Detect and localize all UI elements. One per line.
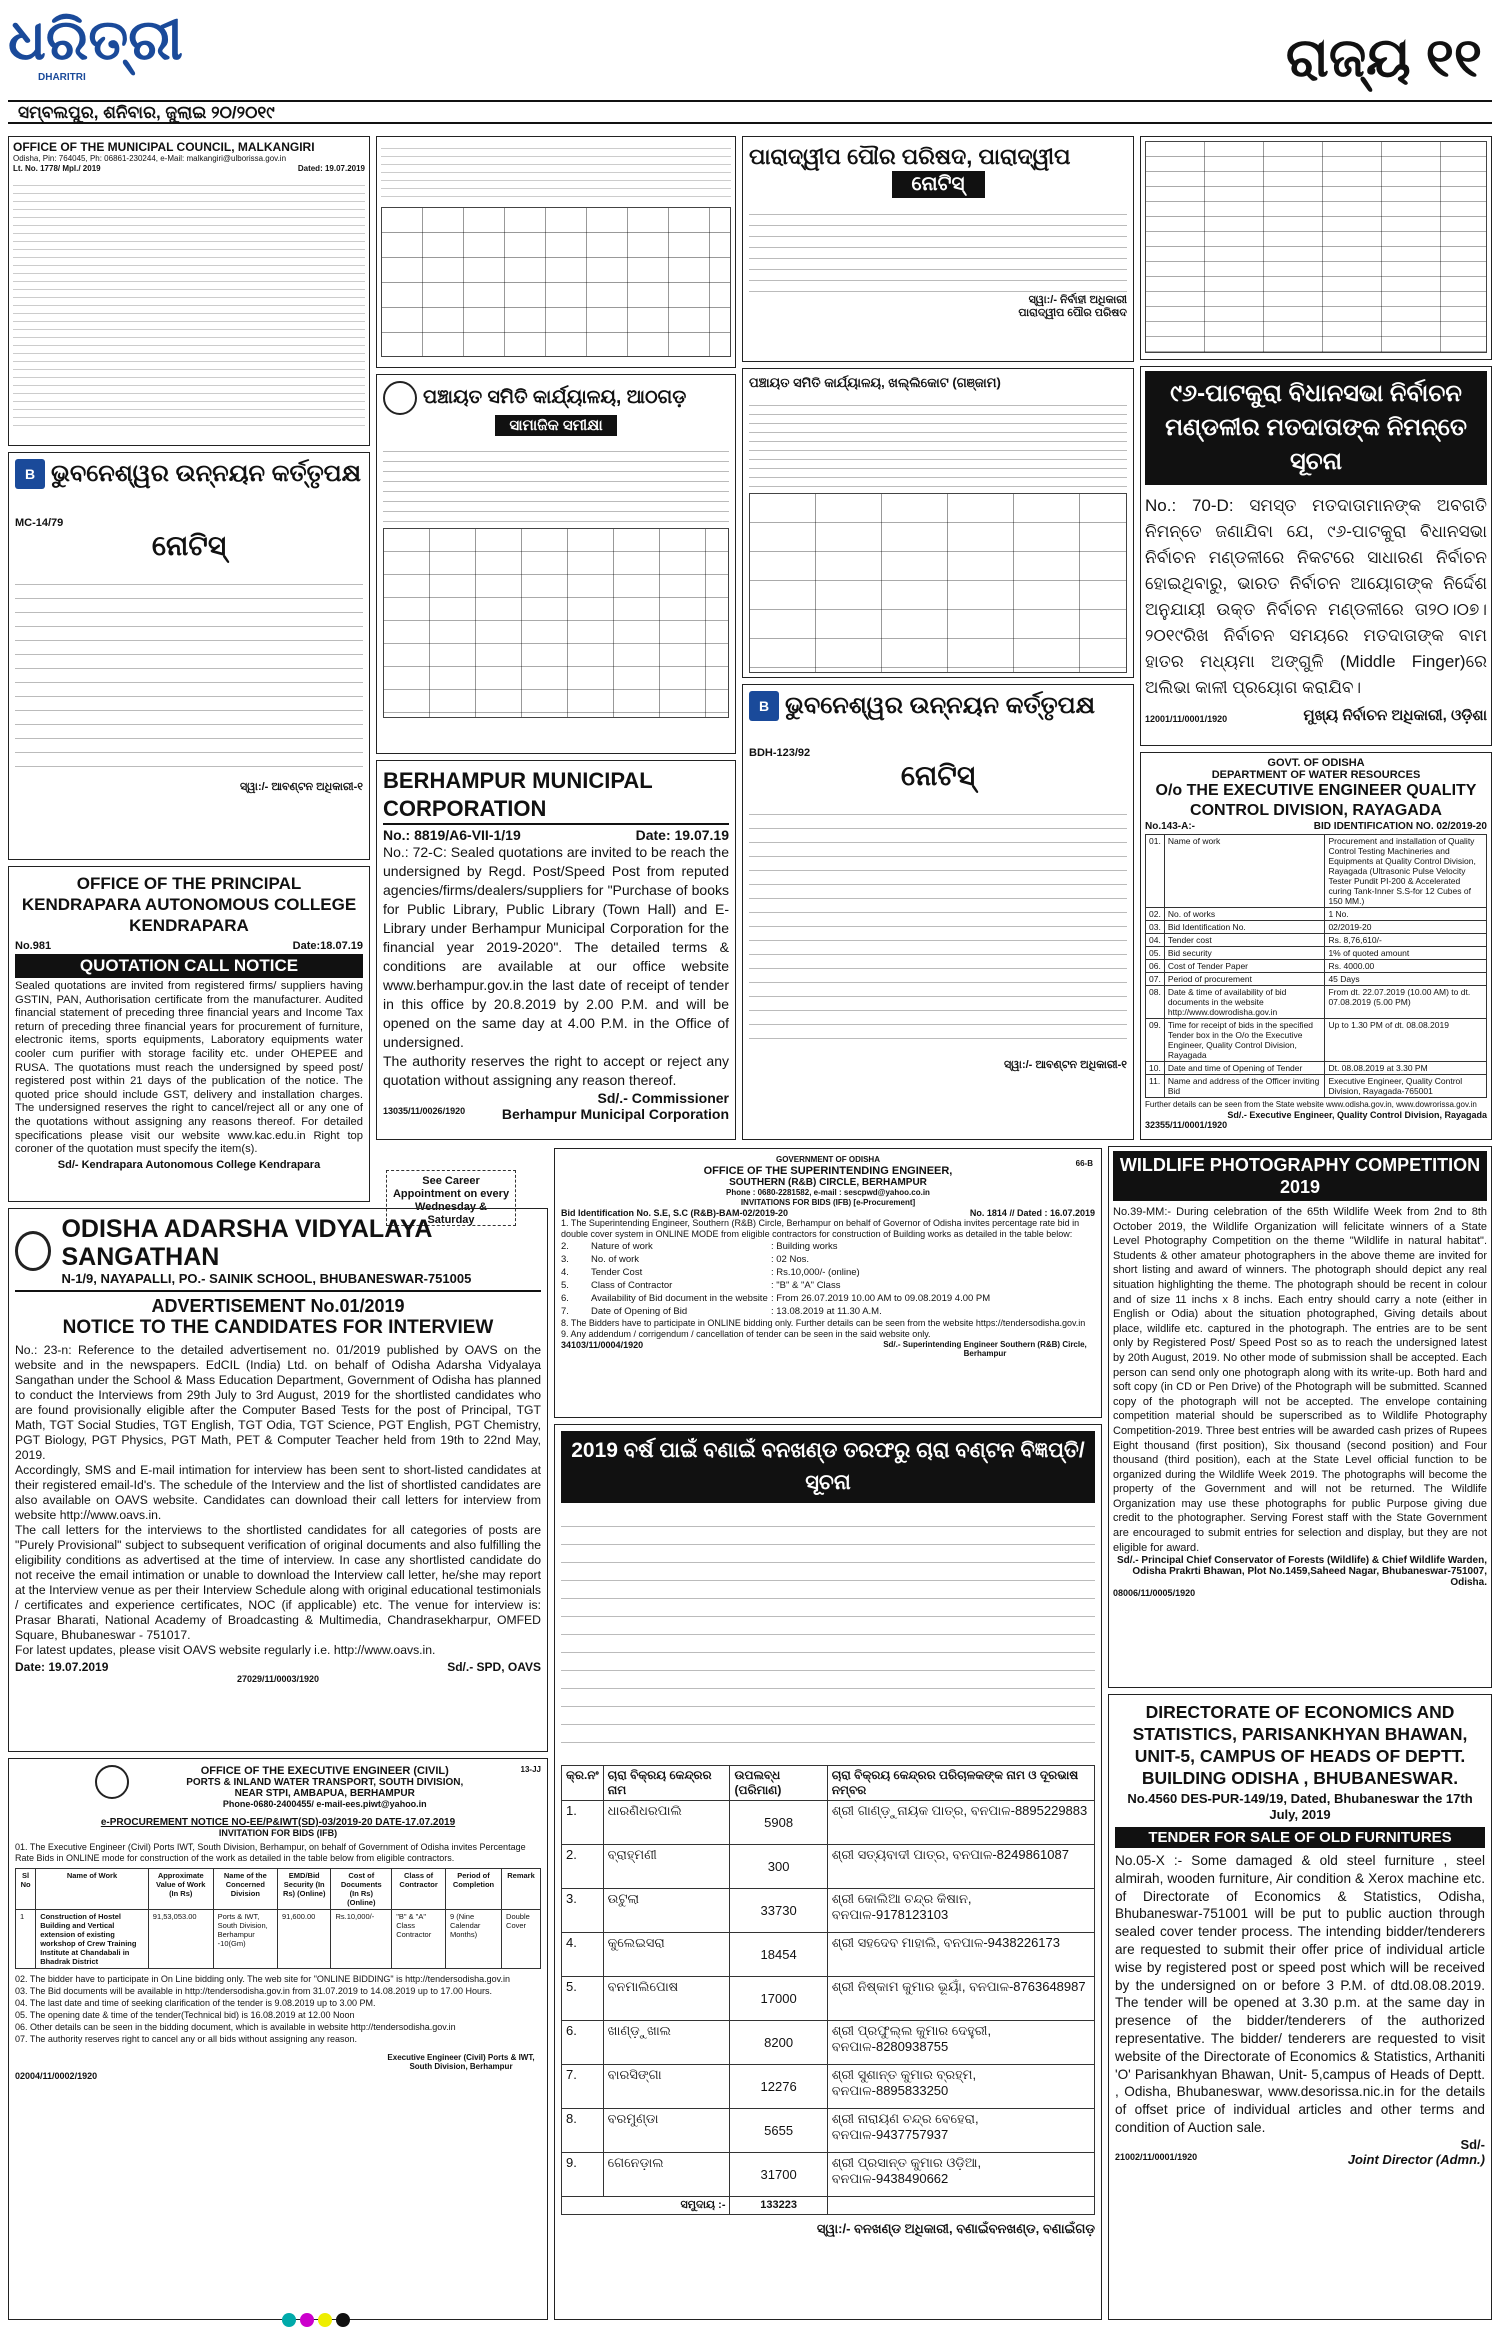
ad-khallikote: [742, 368, 1134, 678]
table-cell-manager: ଶ୍ରୀ ନାରାୟଣ ଚନ୍ଦ୍ର ବେହେରା, ବନପାଳ-9437757937: [827, 2109, 1094, 2153]
table-cell-sl: 08.: [1146, 986, 1165, 1019]
notice-bar: QUOTATION CALL NOTICE: [15, 954, 363, 978]
signature: ସ୍ୱା:/- ଆବଣ୍ଟନ ଅଧିକାରୀ-୧: [1003, 1059, 1127, 1071]
column-header: Remark: [502, 1869, 541, 1910]
page-label: ରାଜ୍ୟ ୧୧: [1285, 28, 1482, 88]
emblem-icon: [95, 1765, 129, 1799]
item-label: Nature of work: [591, 1241, 653, 1252]
ad-subtitle: Odisha, Pin: 764045, Ph: 06861-230244, e-Mail: malkangiri@ulborissa.gov.in: [13, 154, 287, 163]
signature: ସ୍ୱା:/- ବନଖଣ୍ଡ ଅଧିକାରୀ, ବଣାଇଁବନଖଣ୍ଡ, ବଣାଇଁଗଡ଼: [816, 2221, 1095, 2236]
list-item: [561, 1305, 1095, 1318]
yellow-dot: [318, 2313, 332, 2327]
note-02: 02. The bidder have to participate in On Line bidding only. The web site for "ONLINE BIDDING" is http://tendersodisha.gov.in: [15, 1974, 510, 1984]
ad-title: ଭୁବନେଶ୍ୱର ଉନ୍ନୟନ କର୍ତ୍ତୃପକ୍ଷ: [785, 692, 1096, 719]
dateline: ସମ୍ବଲପୁର, ଶନିବାର, ଜୁଲାଇ ୨୦/୨୦୧୯: [18, 103, 275, 122]
table-cell-quantity: 31700: [730, 2153, 827, 2197]
ad-intro: 1. The Superintending Engineer, Southern (R&B) Circle, Berhampur on behalf of Governor of Odisha invites percentage rate bid in double cover system in ONLINE MODE from eligible contractors for construction of Building works as detailed in the table below:: [561, 1218, 1080, 1239]
notice-badge: ନୋଟିସ୍: [892, 171, 985, 198]
table-cell-quantity: 8200: [730, 2021, 827, 2065]
ad-body: No.05-X :- Some damaged & old steel furniture , steel almirah, wooden furniture, Air condition & Xerox machine etc. of Directorate of Economics & Statistics, Odisha, Bhubaneswar-751001 will be put to public auction through sealed cover tender process. The intending bidder/tenderers are requested to submit their offer price of individual article wise by registered post or speed post which will be received by the undersigned on or before 3 P.M. of dtd.08.08.2019. The tender will be opened at 3.30 p.m. at the same day in presence of the bidder/tenderers of the authorized representative. The bidder/ tenderers are requested to visit website of the Directorate of Economics & Statistics, Arthaniti 'O' Parisankhyan Bhawan, Unit- 5,campus of Heads of Deptt. , Odisha, Bhubaneswar, www.desorissa.nic.in for the details of offset price of individual articles and other terms and condition of Auction sale.: [1115, 1853, 1485, 2135]
para-3: The call letters for the interviews to the shortlisted candidates for all categories of posts are "Purely Provisional" subject to subsequent verification of original documents and also fulfilling the eligibility conditions as advertised at the time of interview. In case any shortlisted candidate do not receive the email intimation or unable to download the Interview call letter, he/she may report at the Interview venue as per their Interview Schedule along with original educational testimonials / certificates and experience certificates, NOC (if applicable) etc. The venue for interview is: Prasar Bharati, National Academy of Broadcasting & Multimedia, Chandrasekharpur, OMFED Square, Bhubaneswar - 751017.: [15, 1523, 541, 1642]
ad-title: ପଞ୍ଚାୟତ ସମିତି କାର୍ଯ୍ୟାଳୟ, ଆଠଗଡ଼: [423, 387, 687, 408]
table-cell-item: No. of works: [1164, 908, 1325, 921]
para-4: For latest updates, please visit OAVS website regularly i.e. http://www.oavs.in.: [15, 1643, 436, 1657]
item-value: : 13.08.2019 at 11.30 A.M.: [771, 1306, 882, 1317]
table-cell-value: Up to 1.30 PM of dt. 08.08.2019: [1325, 1019, 1487, 1062]
table-cell: Double Cover: [502, 1910, 541, 1969]
table-cell: 91,600.00: [277, 1910, 330, 1969]
table-row: [562, 2109, 1095, 2153]
ad-number: No.981: [15, 940, 52, 952]
ad-table: [383, 528, 729, 718]
table-cell-sl: 3.: [562, 1889, 604, 1933]
column-header: ଉପଲବ୍ଧ (ପରିମାଣ): [730, 1766, 827, 1801]
table-cell-item: Cost of Tender Paper: [1164, 960, 1325, 973]
ad-body: [383, 442, 729, 522]
ad-code: 13035/11/0026/1920: [383, 1106, 466, 1116]
ad-date: Date: 19.07.19: [635, 827, 729, 843]
ad-wildlife: [1108, 1146, 1492, 1688]
para-1: No.: 23-n: Reference to the detailed advertisement no. 01/2019 published by OAVS on the website and in the newspapers. EdCIL (India) Ltd. on behalf of Odisha Adarsha Vidyalaya Sangathan under the School & Mass Education Department, Government of Odisha has planned to conduct the Interviews from 29th July to 3rd August, 2019 for the shortlisted candidates who are found provisionally eligible after the Computer Based Tests for the post of Principal, TGT Math, TGT Social Studies, TGT English, TGT Odia, TGT Science, PGT English, PGT Chemistry, PGT Biology, PGT Physics, PGT Math, PET & Computer Teacher held from 19th to 22nd May, 2019.: [15, 1343, 541, 1462]
table-cell-value: Rs. 4000.00: [1325, 960, 1487, 973]
notice-title: ନୋଟିସ୍: [151, 530, 227, 561]
notice-heading: e-PROCUREMENT NOTICE NO-EE/P&IWT(SD)-03/2019-20 DATE-17.07.2019: [100, 1817, 456, 1828]
total-value: 133223: [730, 2197, 827, 2215]
signature: ସ୍ୱା:/- ଆବଣ୍ଟନ ଅଧିକାରୀ-୧: [239, 781, 363, 793]
table-cell-sl: 11.: [1146, 1075, 1165, 1098]
table-cell-quantity: 18454: [730, 1933, 827, 1977]
note-06: 06. Other details can be seen in the bidding document, which is available in website http://tendersodisha.gov.in: [15, 2022, 456, 2032]
list-item: [561, 1253, 1095, 1266]
ad-title: 2019 ବର୍ଷ ପାଇଁ ବଣାଇଁ ବନଖଣ୍ଡ ତରଫରୁ ଚାରା ବଣ୍ଟନ ବିଜ୍ଞପ୍ତି/ସୂଚନା: [561, 1431, 1095, 1503]
signature: Sd/.- Executive Engineer, Quality Control Division, Rayagada: [1227, 1110, 1487, 1120]
table-cell-manager: ଶ୍ରୀ ପ୍ରଫୁଲ୍ଲ କୁମାର ଦେହୁରୀ, ବନପାଳ-8280938755: [827, 2021, 1094, 2065]
logo-subtext: DHARITRI: [38, 72, 86, 83]
ad-body: [381, 141, 731, 201]
ifb-label: INVITATIONS FOR BIDS (IFB) [e-Procurement]: [740, 1198, 916, 1207]
column-header: Sl No: [16, 1869, 36, 1910]
ad-election-notice: [1140, 366, 1492, 746]
ad-body: [749, 204, 1127, 294]
table-cell-item: Tender cost: [1164, 934, 1325, 947]
table-cell-centre: ଖାଣ୍ଡ଼ୁଖାଲ: [603, 2021, 730, 2065]
signature-title: Joint Director (Admn.): [1347, 2151, 1485, 2167]
notice-bar: TENDER FOR SALE OF OLD FURNITURES: [1115, 1827, 1485, 1848]
ad-reference: BDH-123/92: [749, 747, 811, 759]
table-cell-sl: 03.: [1146, 921, 1165, 934]
table-row: [562, 1801, 1095, 1845]
ad-title: OFFICE OF THE SUPERINTENDING ENGINEER,: [703, 1165, 953, 1177]
tender-table: [1145, 834, 1487, 1098]
ad-phone: Phone : 0680-2281582, e-mail : sescpwd@yahoo.co.in: [726, 1188, 930, 1197]
ad-body-2: The authority reserves the right to accept or reject any quotation without assigning any reason thereof.: [383, 1053, 729, 1088]
sapling-table: [561, 1765, 1095, 2215]
ad-rayagada: [1140, 752, 1492, 1140]
ad-number: No.4560 DES-PUR-149/19, Dated, Bhubaneswar the 17th July, 2019: [1127, 1791, 1473, 1822]
table-cell-sl: 9.: [562, 2153, 604, 2197]
masthead: [8, 8, 1492, 128]
notice-heading-2: INVITATION FOR BIDS (IFB): [218, 1828, 338, 1838]
table-cell-item: Bid Identification No.: [1164, 921, 1325, 934]
item-number: 6.: [561, 1293, 569, 1304]
table-row: [562, 1977, 1095, 2021]
signature: Executive Engineer (Civil) Ports & IWT, South Division, Berhampur: [387, 2053, 535, 2071]
ad-code: 08006/11/0005/1920: [1113, 1588, 1196, 1599]
item-number: 7.: [561, 1306, 569, 1317]
table-cell-centre: ବନମାଲିପୋଷ: [603, 1977, 730, 2021]
ad-body: [749, 397, 1127, 487]
item-label: Class of Contractor: [591, 1280, 673, 1291]
item-value: : "B" & "A" Class: [771, 1280, 841, 1291]
table-header: [562, 1766, 1095, 1801]
table-total-row: [562, 2197, 1095, 2215]
table-row: [562, 1889, 1095, 1933]
column-header: ଚାରା ବିକ୍ରୟ କେନ୍ଦ୍ରର ନାମ: [603, 1766, 730, 1801]
ad-title-3: NEAR STPI, AMBAPUA, BERHAMPUR: [234, 1788, 415, 1799]
table-cell-quantity: 5908: [730, 1801, 827, 1845]
table-cell-value: Rs. 8,76,610/-: [1325, 934, 1487, 947]
table-cell-value: Dt. 08.08.2019 at 3.30 PM: [1325, 1062, 1487, 1075]
ad-body: Sealed quotations are invited from registered firms/ suppliers having GSTIN, PAN, Authorisation certificate from the manufacturer. Audited financial statement of preceding three financial years and Income Tax return of preceding three financial years for procurement of furniture, electronic items, sports equipments, Laboratory equipments water cooler cum purifier with storage facility etc. under OHEPEE and RUSA. The quotations must reach the undersigned by speed post/ registered post within 21 days of the publication of the notice. The quoted price should include GST, delivery and installation charges. The undersigned reserves the right to cancel/reject all or any one of the quotations without assigning any reasons thereof. For detailed specifications please visit our website www.kac.edu.in Right top coroner of the quotation must specify the item(s).: [15, 980, 363, 1156]
table-cell-centre: ବରମୁଣ୍ଡା: [603, 2109, 730, 2153]
item-value: : 02 Nos.: [771, 1254, 810, 1265]
bid-id: BID IDENTIFICATION NO. 02/2019-20: [1313, 821, 1487, 832]
ad-paradip: [742, 136, 1134, 362]
column-header: କ୍ର.ନଂ: [562, 1766, 604, 1801]
table-cell-manager: ଶ୍ରୀ ନିଷ୍କାମ କୁମାର ଭୂୟାଁ, ବନପାଳ-8763648987: [827, 1977, 1094, 2021]
table-row: [562, 1845, 1095, 1889]
ad-title: OFFICE OF THE PRINCIPAL KENDRAPARA AUTONOMOUS COLLEGE KENDRAPARA: [21, 874, 357, 935]
table-cell-manager: ଶ୍ରୀ ଗାଣ୍ଡ଼ୁନାୟକ ପାତ୍ର, ବନପାଳ-8895229883: [827, 1801, 1094, 1845]
table-cell-centre: ବ୍ରାହ୍ମଣୀ: [603, 1845, 730, 1889]
table-cell-centre: କୁଲେଇସରା: [603, 1933, 730, 1977]
ad-body: No.: 70-D: ସମସ୍ତ ମତଦାତାମାନଙ୍କ ଅବଗତି ନିମନ୍ତେ ଜଣାଯିବା ଯେ, ୯୬-ପାଟକୁରା ବିଧାନସଭା ନିର୍ବାଚନ ମଣ୍ଡଳୀରେ ନିକଟରେ ସାଧାରଣ ନିର୍ବାଚନ ହୋଇଥିବାରୁ, ଭାରତ ନିର୍ବାଚନ ଆୟୋଗଙ୍କ ନିର୍ଦ୍ଦେଶ ଅନୁଯାୟୀ ଉକ୍ତ ନିର୍ବାଚନ ମଣ୍ଡଳୀରେ ତା୨୦।୦୭।୨୦୧୯ରିଖ ନିର୍ବାଚନ ସମୟରେ ମତଦାତାଙ୍କ ବାମ ହାତର ମଧ୍ୟମା ଅଙ୍ଗୁଳି (Middle Finger)ରେ ଅଲିଭା କାଳୀ ପ୍ରୟୋଗ କରାଯିବ।: [1145, 496, 1487, 697]
magenta-dot: [300, 2313, 314, 2327]
masthead-logo: [8, 8, 183, 88]
ad-title: ODISHA ADARSHA VIDYALAYA SANGATHAN: [61, 1215, 432, 1271]
signature: Sd/.- Superintending Engineer Southern (R&B) Circle, Berhampur: [883, 1340, 1087, 1358]
table-row: [1146, 960, 1487, 973]
ad-address: N-1/9, NAYAPALLI, PO.- SAINIK SCHOOL, BHUBANESWAR-751005: [61, 1271, 472, 1286]
letter-no: Lt. No. 1778/ Mpl./ 2019: [13, 164, 101, 173]
table-row: [1146, 947, 1487, 960]
table-cell-manager: ଶ୍ରୀ ସତ୍ୟବାଦୀ ପାତ୍ର, ବନପାଳ-8249861087: [827, 1845, 1094, 1889]
ad-title: O/o THE EXECUTIVE ENGINEER QUALITY CONTROL DIVISION, RAYAGADA: [1155, 782, 1477, 819]
note-05: 05. The opening date & time of the tender(Technical bid) is 16.08.2019 at 12.00 Noon: [15, 2010, 355, 2020]
table-row: [562, 2065, 1095, 2109]
table-cell-quantity: 33730: [730, 1889, 827, 1933]
ad-phone: Phone-0680-2400455/ e-mail-ees.piwt@yahoo.in: [222, 1799, 427, 1809]
ad-number: No.143-A:-: [1145, 821, 1196, 832]
note-9: 9. Any addendum / corrigendum / cancellation of tender can be seen in the said website only.: [561, 1329, 931, 1339]
signature: ସ୍ୱା:/- ନିର୍ବାହୀ ଅଧିକାରୀ: [1028, 294, 1127, 306]
column-header: Name of the Concerned Division: [213, 1869, 277, 1910]
table-cell-quantity: 5655: [730, 2109, 827, 2153]
ad-title: DIRECTORATE OF ECONOMICS AND STATISTICS, PARISANKHYAN BHAWAN, UNIT-5, CAMPUS OF HEADS OF DEPTT. BUILDING ODISHA , BHUBANESWAR.: [1132, 1702, 1468, 1788]
ad-code: 12001/11/0001/1920: [1145, 714, 1228, 724]
adv-number: ADVERTISEMENT No.01/2019: [151, 1296, 405, 1316]
note-07: 07. The authority reserves right to cancel any or all bids without assigning any reason.: [15, 2034, 358, 2044]
table-cell-value: 45 Days: [1325, 973, 1487, 986]
govt-label: GOVT. OF ODISHA: [1267, 757, 1365, 769]
ad-title: ପଞ୍ଚାୟତ ସମିତି କାର୍ଯ୍ୟାଳୟ, ଖଲ୍ଲିକୋଟ (ଗଞ୍ଜାମ): [749, 375, 1001, 390]
ad-ref: 66-B: [1075, 1159, 1093, 1168]
table-cell-value: Executive Engineer, Quality Control Division, Rayagada-765001: [1325, 1075, 1487, 1098]
note-04: 04. The last date and time of seeking clarification of the tender is 9.08.2019 up to 3.00 PM.: [15, 1998, 376, 2008]
table-cell-centre: ଗେନେଡ଼ାଲ: [603, 2153, 730, 2197]
table-cell-centre: ଧାରଣିଧରପାଲି: [603, 1801, 730, 1845]
table-row: [1146, 835, 1487, 908]
item-number: 5.: [561, 1280, 569, 1291]
dateline-bar: [8, 100, 1492, 124]
ad-title: ଭୁବନେଶ୍ୱର ଉନ୍ନୟନ କର୍ତ୍ତୃପକ୍ଷ: [51, 460, 362, 487]
column-header: Cost of Documents (In Rs) (Online): [331, 1869, 392, 1910]
table-cell-item: Date and time of Opening of Tender: [1164, 1062, 1325, 1075]
tender-table: [15, 1868, 541, 1969]
signature: Sd/-: [1460, 2136, 1485, 2152]
list-item: [561, 1240, 1095, 1253]
table-row: [1146, 1075, 1487, 1098]
table-cell-sl: 10.: [1146, 1062, 1165, 1075]
item-number: 4.: [561, 1267, 569, 1278]
column-header: Approximate Value of Work (In Rs): [148, 1869, 213, 1910]
table-row: [1146, 908, 1487, 921]
table-cell-value: From dt. 22.07.2019 (10.00 AM) to dt. 07.08.2019 (5.00 PM): [1325, 986, 1487, 1019]
ad-title-2: SOUTHERN (R&B) CIRCLE, BERHAMPUR: [729, 1177, 927, 1188]
govt-label: GOVERNMENT OF ODISHA: [775, 1155, 880, 1164]
ad-bda-2: [742, 684, 1134, 1140]
table-cell: Rs.10,000/-: [331, 1910, 392, 1969]
column-header: Name of Work: [36, 1869, 149, 1910]
item-label: Date of Opening of Bid: [591, 1306, 688, 1317]
ad-title: WILDLIFE PHOTOGRAPHY COMPETITION 2019: [1113, 1151, 1487, 1201]
item-label: Tender Cost: [591, 1267, 643, 1278]
ad-table: [381, 207, 731, 357]
table-cell-sl: 01.: [1146, 835, 1165, 908]
list-item: [561, 1279, 1095, 1292]
ad-title: OFFICE OF THE MUNICIPAL COUNCIL, MALKANGIRI: [13, 140, 315, 154]
ad-des: [1108, 1694, 1492, 2320]
notice-heading: NOTICE TO THE CANDIDATES FOR INTERVIEW: [62, 1317, 494, 1338]
table-cell-sl: 2.: [562, 1845, 604, 1889]
ad-date: Date: 19.07.2019: [15, 1660, 109, 1674]
bda-logo-icon: B: [15, 459, 45, 489]
note-8: 8. The Bidders have to participate in ONLINE bidding only. Further details can be seen from the website https://tendersodisha.gov.in: [561, 1318, 1086, 1328]
ad-ref: 13-JJ: [520, 1765, 541, 1774]
table-row: [1146, 1019, 1487, 1062]
total-label: ସମୁଦାୟ :-: [562, 2197, 730, 2215]
table-cell-quantity: 12276: [730, 2065, 827, 2109]
oavs-logo-icon: [15, 1231, 51, 1271]
table-cell: Ports & IWT, South Division, Berhampur -10(Gm): [213, 1910, 277, 1969]
ad-number: No. 1814 // Dated : 16.07.2019: [969, 1208, 1095, 1218]
table-cell-quantity: 17000: [730, 1977, 827, 2021]
list-item: [561, 1266, 1095, 1279]
bda-logo-icon: B: [749, 691, 779, 721]
ad-title: BERHAMPUR MUNICIPAL CORPORATION: [383, 767, 729, 825]
table-cell-sl: 07.: [1146, 973, 1165, 986]
registration-marks: [280, 2313, 400, 2329]
ad-oavs: [8, 1208, 548, 1752]
table-row: [1146, 1062, 1487, 1075]
emblem-icon: [383, 381, 417, 415]
table-cell-sl: 05.: [1146, 947, 1165, 960]
item-value: : From 26.07.2019 10.00 AM to 09.08.2019 4.00 PM: [771, 1293, 991, 1304]
table-cell-sl: 04.: [1146, 934, 1165, 947]
ad-reference: MC-14/79: [15, 517, 64, 529]
column-header: Class of Contractor: [392, 1869, 446, 1910]
ad-title: OFFICE OF THE EXECUTIVE ENGINEER (CIVIL): [200, 1765, 449, 1777]
table-cell: 1: [16, 1910, 36, 1969]
ad-title-2: PORTS & INLAND WATER TRANSPORT, SOUTH DIVISION,: [186, 1777, 464, 1788]
ad-number: No.: 8819/A6-VII-1/19: [383, 827, 521, 843]
ad-berhampur-mc: [376, 760, 736, 1140]
ad-code: 21002/11/0001/1920: [1115, 2151, 1198, 2162]
ad-kendrapara: [8, 866, 370, 1202]
ad-intro: 01. The Executive Engineer (Civil) Ports IWT, South Division, Berhampur, on behalf of Government of Odisha invites Percentage Rate Bids in ONLINE mode for construction of the work as detailed in the table below from eligible contractors.: [15, 1842, 526, 1863]
table-row: [1146, 986, 1487, 1019]
ad-bda-1: [8, 452, 370, 860]
table-cell-manager: ଶ୍ରୀ ସହଦେବ ମାହାଲି, ବନପାଳ-9438226173: [827, 1933, 1094, 1977]
career-text: See Career Appointment on every Wednesday & Saturday: [392, 1175, 510, 1226]
table-cell-item: Name and address of the Officer inviting Bid: [1164, 1075, 1325, 1098]
ad-body: [561, 1509, 1095, 1759]
signature: Sd/.- Principal Chief Conservator of Forests (Wildlife) & Chief Wildlife Warden, Odisha Prakrti Bhawan, Plot No.1459,Saheed Nagar, Bhubaneswar-751007, Odisha.: [1116, 1555, 1487, 1589]
ad-title: ୯୬-ପାଟକୁରା ବିଧାନସଭା ନିର୍ବାଚନ ମଣ୍ଡଳୀର ମତଦାତାଙ୍କ ନିମନ୍ତେ ସୂଚନା: [1145, 371, 1487, 485]
ad-iwt: [8, 1758, 548, 2320]
table-cell: "B" & "A" Class Contractor: [392, 1910, 446, 1969]
ad-body: No.39-MM:- During celebration of the 65th Wildlife Week from 2nd to 8th October 2019, the Wildlife Organization will felicitate winners of a State Level Photography Competition on the theme "Wildlife in natural habitat". Students & other amateur photographers in the above theme are invited for short listing and award of winners. The photograph should depict any real situation highlighting the theme. The photograph should be recent in colour and of size 11 inchs x 8 inchs. Each entry should carry a note (either in English or Odia) about the situation photographed, Giving details about place, wildlife etc. captured in the photograph. The entries are to be sent only by Registered Post/ Speed Post so as to reach the undersigned latest by 20th August, 2019. No other mode of submission shall be accepted. Each person can send only one photograph along with its write-up. Both hard and soft copy (in CD or Pen Drive) of the Photograph will be submitted. Scanned copy of the photograph will not be accepted. The envelope containing competition material should be superscribed as to Wildlife Photography Competition-2019. Three best entries will be awarded cash prizes of Rupees Eight thousand (first position), Six thousand (second position) and Four thousand (third position), each at the State Level official function to be organized during the Wildlife Week 2019. The photographs will become the property of the Government and will not be returned. The Wildlife Organization may use these photographs for public Purpose giving due credit to the photographer. Serving Forest staff with the State Government are encouraged to submit entries for selection and display, but they are not eligible for award.: [1113, 1206, 1487, 1554]
signature: Sd/.- Commissioner: [597, 1090, 729, 1106]
table-row: [16, 1910, 541, 1969]
item-value: : Rs.10,000/- (online): [771, 1267, 860, 1278]
table-cell-value: Procurement and installation of Quality Control Testing Machineries and Equipments at Quality Control Division, Rayagada (Ultrasonic Pulse Velocity Tester Pundit PI-200 & Accelerated curing Tank-Inner S.S-for 12 Cubes of 150 MM.): [1325, 835, 1487, 908]
signature: Sd/.- SPD, OAVS: [447, 1660, 541, 1674]
ad-se-berhampur: [554, 1148, 1102, 1418]
ad-sapling-distribution: [554, 1424, 1102, 2320]
letter-date: Dated: 19.07.2019: [297, 164, 365, 173]
ad-body: No.: 72-C: Sealed quotations are invited to be reach the undersigned by Regd. Post/Speed Post from reputed agencies/firms/dealers/suppliers for "Purchase of books for Public Library, Public Library (Town Hall) and E-Library under Berhampur Municipal Corporation for the financial year 2019-2020". The detailed terms & conditions are available at our office website www.berhampur.gov.in the last date of receipt of tender in this office by 20.8.2019 by 2.00 P.M. and will be opened on the same day at 4.00 P.M. in the Office of undersigned.: [383, 844, 729, 1050]
note-03: 03. The Bid documents will be available in http://tendersodisha.gov.in from 31.07.2019 to 14.08.2019 up to 17.00 Hours.: [15, 1986, 492, 1996]
bid-id: Bid Identification No. S.E, S.C (R&B)-BAM-02/2019-20: [561, 1208, 789, 1218]
column-header: Period of Completion: [445, 1869, 501, 1910]
table-cell-sl: 06.: [1146, 960, 1165, 973]
table-cell-value: 1% of quoted amount: [1325, 947, 1487, 960]
ad-reference: [13, 164, 365, 174]
ad-panchayat-tender: [376, 136, 736, 368]
ad-code: 27029/11/0003/1920: [236, 1674, 320, 1684]
table-cell-sl: 8.: [562, 2109, 604, 2153]
ad-code: 02004/11/0002/1920: [15, 2071, 98, 2081]
table-row: [1146, 973, 1487, 986]
ad-footnote: Further details can be seen from the State website www.odisha.gov.in, www.dowrorissa.gov.in: [1145, 1100, 1477, 1109]
ad-code: 34103/11/0004/1920: [561, 1340, 644, 1350]
logo-text: ଧରିତ୍ରୀ: [8, 8, 183, 71]
item-label: No. of work: [591, 1254, 640, 1265]
table-row: [1146, 921, 1487, 934]
signature-office: ପାରାଦ୍ୱୀପ ପୌର ପରିଷଦ: [1018, 307, 1127, 319]
table-cell-centre: ବାରସିଙ୍ଗା: [603, 2065, 730, 2109]
table-cell: Construction of Hostel Building and Vertical extension of existing workshop of Crew Training Institute at Chandabali in Bhadrak District: [36, 1910, 149, 1969]
table-cell-value: 1 No.: [1325, 908, 1487, 921]
table-cell-sl: 1.: [562, 1801, 604, 1845]
empty-cell: [827, 2197, 1094, 2215]
notice-title: ନୋଟିସ୍: [900, 760, 976, 791]
ad-body: [749, 801, 1127, 1051]
ad-title: ପାରାଦ୍ୱୀପ ପୌର ପରିଷଦ, ପାରାଦ୍ୱୀପ: [749, 144, 1071, 169]
item-number: 2.: [561, 1241, 569, 1252]
table-cell-sl: 4.: [562, 1933, 604, 1977]
table-cell-sl: 7.: [562, 2065, 604, 2109]
signature-office: Berhampur Municipal Corporation: [501, 1106, 729, 1122]
signature: Sd/- Kendrapara Autonomous College Kendrapara: [57, 1158, 321, 1171]
signature: ମୁଖ୍ୟ ନିର୍ବାଚନ ଅଧିକାରୀ, ଓଡ଼ିଶା: [1303, 707, 1487, 724]
ad-table: [749, 493, 1127, 673]
table-cell-value: 02/2019-20: [1325, 921, 1487, 934]
dept-label: DEPARTMENT OF WATER RESOURCES: [1211, 769, 1421, 781]
ad-code: 32355/11/0001/1920: [1145, 1120, 1228, 1130]
table-cell-manager: ଶ୍ରୀ ସୁଶାନ୍ତ କୁମାର ବ୍ରହ୍ମ, ବନପାଳ-8895833250: [827, 2065, 1094, 2109]
table-cell-manager: ଶ୍ରୀ କୋଲିଆ ଚନ୍ଦ୍ର କିଷାନ, ବନପାଳ-9178123103: [827, 1889, 1094, 1933]
ad-date: Date:18.07.19: [292, 940, 363, 952]
table-cell-sl: 02.: [1146, 908, 1165, 921]
table-row: [562, 2153, 1095, 2197]
para-2: Accordingly, SMS and E-mail intimation for interview has been sent to short-listed candidates at their registered email-Id's. The schedule of the Interview and the list of shortlisted candidates are also available on OAVS website. Candidates can download their call letters for interview from website http://www.oavs.in.: [15, 1463, 541, 1522]
black-dot: [336, 2313, 350, 2327]
ad-malkangiri: [8, 136, 370, 446]
ad-subtitle: ସାମାଜିକ ସମୀକ୍ଷା: [495, 415, 616, 436]
table-header: [16, 1869, 541, 1910]
table-cell: 9 (Nine Calendar Months): [445, 1910, 501, 1969]
table-cell-sl: 6.: [562, 2021, 604, 2065]
list-item: [561, 1292, 1095, 1305]
item-value: : Building works: [771, 1241, 838, 1252]
table-row: [562, 2021, 1095, 2065]
table-cell-item: Time for receipt of bids in the specified Tender box in the O/o the Executive Engineer, Quality Control Division, Rayagada: [1164, 1019, 1325, 1062]
table-cell-sl: 5.: [562, 1977, 604, 2021]
table-cell-quantity: 300: [730, 1845, 827, 1889]
table-cell-manager: ଶ୍ରୀ ପ୍ରସାନ୍ତ କୁମାର ଓଡ଼ିଆ, ବନପାଳ-9438490662: [827, 2153, 1094, 2197]
ad-social-audit: [1140, 136, 1492, 360]
column-header: EMD/Bid Security (In Rs) (Online): [277, 1869, 330, 1910]
table-row: [562, 1933, 1095, 1977]
column-header: ଚାରା ବିକ୍ରୟ କେନ୍ଦ୍ରର ପରିଚାଳକଙ୍କ ନାମ ଓ ଦୂରଭାଷ ନମ୍ବର: [827, 1766, 1094, 1801]
item-label: Availability of Bid document in the website: [591, 1293, 768, 1304]
details-list: [561, 1240, 1095, 1318]
table-cell-centre: ଉଟୁଲା: [603, 1889, 730, 1933]
ad-athgarh: [376, 374, 736, 754]
ad-table: [1145, 141, 1487, 353]
table-cell-item: Date & time of availability of bid documents in the website http://www.dowrodisha.gov.in: [1164, 986, 1325, 1019]
ad-body: [13, 178, 365, 428]
table-cell-item: Name of work: [1164, 835, 1325, 908]
table-row: [1146, 934, 1487, 947]
table-cell-item: Period of procurement: [1164, 973, 1325, 986]
cyan-dot: [282, 2313, 296, 2327]
item-number: 3.: [561, 1254, 569, 1265]
ad-body: [15, 571, 363, 771]
table-cell: 91,53,053.00: [148, 1910, 213, 1969]
table-cell-item: Bid security: [1164, 947, 1325, 960]
table-cell-sl: 09.: [1146, 1019, 1165, 1062]
